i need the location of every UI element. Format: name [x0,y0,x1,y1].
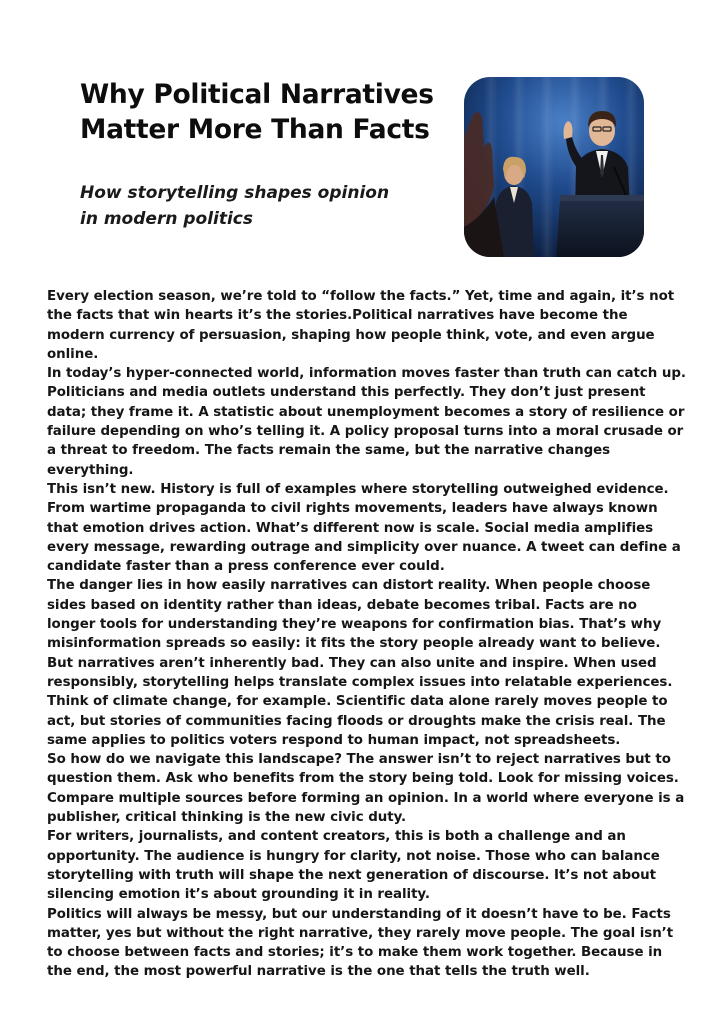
paragraph-3: This isn’t new. History is full of examples where storytelling outweighed evidence. From wartime propaganda to civil rights movements, leaders have always known that emotion drives action. What’s different now is scale. Social media amplifies every message, rewarding outrage and simplicity over nuance. A tweet can define a candidate faster than a press conference ever could. [47,481,681,575]
paragraph-8: Politics will always be messy, but our understanding of it doesn’t have to be. Facts matter, yes but without the right narrative, they rarely move people. The goal isn’t to choose between facts and stories; it’s to make them work together. Because in the end, the most powerful narrative is the one that tells the truth well. [47,906,674,980]
paragraph-4: The danger lies in how easily narratives can distort reality. When people choose sides based on identity rather than ideas, debate becomes tribal. Facts are no longer tools for understanding they’re weapons for confirmation bias. That’s why misinformation spreads so easily: it fits the story people already want to believe. [47,578,662,652]
paragraph-7: For writers, journalists, and content creators, this is both a challenge and an opportunity. The audience is hungry for clarity, not noise. Those who can balance storytelling with truth will shape the next generation of discourse. It’s not about silencing emotion it’s about grounding it in reality. [47,829,660,903]
article-title: Why Political Narratives Matter More Than Facts [80,79,434,145]
paragraph-5: But narratives aren’t inherently bad. They can also unite and inspire. When used responsibly, storytelling helps translate complex issues into relatable experiences. Think of climate change, for example. Scientific data alone rarely moves people to act, but stories of communities facing floods or droughts make the crisis real. The same applies to politics voters respond to human impact, not spreadsheets. [47,655,673,748]
paragraph-6: So how do we navigate this landscape? The answer isn’t to reject narratives but to question them. Ask who benefits from the story being told. Look for missing voices. Compare multiple sources before forming an opinion. In a world where everyone is a publisher, critical thinking is the new civic duty. [47,752,685,826]
article-body [47,287,687,982]
article-subtitle: How storytelling shapes opinion in modern politics [80,183,390,229]
politician-podium-photo-icon [464,77,644,257]
paragraph-1: Every election season, we’re told to “follow the facts.” Yet, time and again, it’s not the facts that win hearts it’s the stories.Political narratives have become the modern currency of persuasion, shaping how people think, vote, and even argue online. [47,289,675,362]
paragraph-2: In today’s hyper-connected world, information moves faster than truth can catch up. Politicians and media outlets understand this perfectly. They don’t just present data; they frame it. A statistic about unemployment becomes a story of resilience or failure depending on who’s telling it. A policy proposal turns into a moral crusade or a threat to freedom. The facts remain the same, but the narrative changes everything. [47,366,686,478]
hero-image [464,77,644,257]
